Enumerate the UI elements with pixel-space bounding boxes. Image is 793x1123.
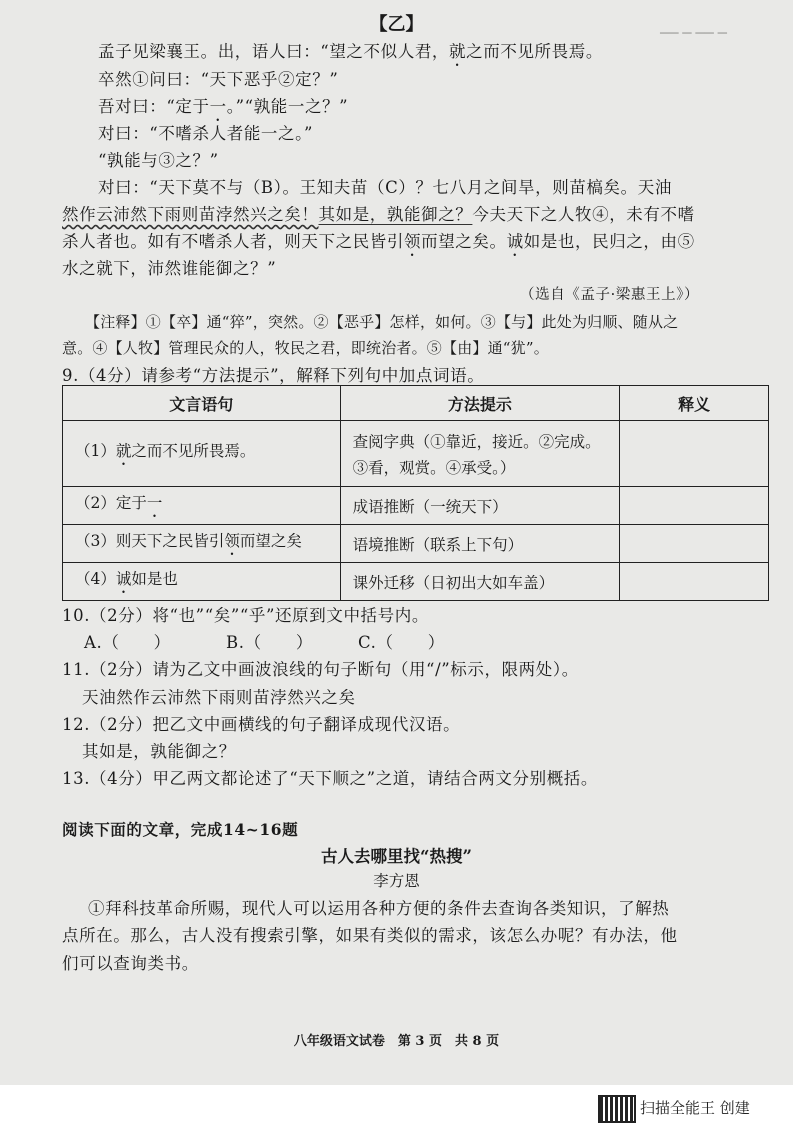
reading-instruction: 阅读下面的文章，完成14~16题 <box>62 820 299 839</box>
passage-line-6: 对曰：“天下莫不与（B）。王知夫苗（C）？七八月之间旱，则苗槁矣。天油 <box>98 178 672 197</box>
wavy-underlined-sentence: 然作云沛然下雨则苗浡然兴之矣！ <box>62 205 319 224</box>
q9-stem: 9.（4分）请参考“方法提示”，解释下列句中加点词语。 <box>62 366 485 385</box>
q10-option-c: C.（ ） <box>358 633 445 652</box>
passage-line-3: 吾对曰：“定于一。”“孰能一之？” <box>98 97 349 116</box>
answer-cell[interactable] <box>620 421 769 487</box>
passage-line-2: 卒然①问曰：“天下恶乎②定？” <box>98 70 339 89</box>
passage-line-8: 杀人者也。如有不嗜杀人者，则天下之民皆引领而望之矣。诚如是也，民归之，由⑤ <box>62 232 695 251</box>
bleed-through-text: ▁▁ ▁ ▁▁ ▁ <box>660 20 727 34</box>
section-label: 【乙】 <box>369 14 424 35</box>
passage-line-4: 对曰：“不嗜杀人者能一之。” <box>98 124 314 143</box>
q10-option-b: B.（ ） <box>226 633 313 652</box>
q11-sentence: 天油然作云沛然下雨则苗浡然兴之矣 <box>82 688 356 707</box>
q11-stem: 11.（2分）请为乙文中画波浪线的句子断句（用“/”标示，限两处）。 <box>62 660 579 679</box>
passage-line-9: 水之就下，沛然谁能御之？” <box>62 259 277 278</box>
sentence-cell: （1）就之而不见所畏焉。 <box>63 421 341 487</box>
article-author: 李方恩 <box>373 872 420 890</box>
table-header: 方法提示 <box>340 386 620 421</box>
article-paragraph-line-3: 们可以查询类书。 <box>62 954 199 973</box>
q12-sentence: 其如是，孰能御之？ <box>82 742 236 761</box>
q13-stem: 13.（4分）甲乙两文都论述了“天下顺之”之道，请结合两文分别概括。 <box>62 769 599 788</box>
hint-cell: 成语推断（一统天下） <box>340 487 620 525</box>
hint-cell: 语境推断（联系上下句） <box>340 525 620 563</box>
table-row <box>63 487 769 525</box>
source-citation: （选自《孟子·梁惠王上》） <box>520 287 700 303</box>
sentence-cell: （2）定于一 <box>63 487 341 525</box>
table-row <box>63 563 769 601</box>
notes-line-2: 意。④【人牧】管理民众的人，牧民之君，即统治者。⑤【由】通“犹”。 <box>62 339 549 357</box>
hint-cell: 查阅字典（①靠近，接近。②完成。 ③看，观赏。④承受。） <box>340 421 620 487</box>
q9-table <box>62 385 769 601</box>
article-title: 古人去哪里找“热搜” <box>321 847 472 866</box>
q10-option-a: A.（ ） <box>84 633 171 652</box>
answer-cell[interactable] <box>620 563 769 601</box>
q10-stem: 10.（2分）将“也”“矣”“乎”还原到文中括号内。 <box>62 606 429 625</box>
underlined-sentence: 其如是，孰能御之？ <box>318 205 473 224</box>
table-header: 释义 <box>620 386 769 421</box>
sentence-cell: （3）则天下之民皆引领而望之矣 <box>63 525 341 563</box>
hint-cell: 课外迁移（日初出大如车盖） <box>340 563 620 601</box>
passage-line-1: 孟子见梁襄王。出，语人曰：“望之不似人君，就之而不见所畏焉。 <box>98 42 603 61</box>
scanner-watermark: 扫描全能王 创建 <box>640 1099 750 1117</box>
q12-stem: 12.（2分）把乙文中画横线的句子翻译成现代汉语。 <box>62 715 461 734</box>
notes-line-1: 【注释】①【卒】通“猝”，突然。②【恶乎】怎样，如何。③【与】此处为归顺、随从之 <box>85 313 679 331</box>
answer-cell[interactable] <box>620 487 769 525</box>
page-footer: 八年级语文试卷 第 3 页 共 8 页 <box>293 1034 500 1049</box>
article-paragraph-line-1: ①拜科技革命所赐，现代人可以运用各种方便的条件去查询各类知识，了解热 <box>88 899 670 918</box>
article-paragraph-line-2: 点所在。那么，古人没有搜索引擎，如果有类似的需求，该怎么办呢？有办法，他 <box>62 926 678 945</box>
table-row <box>63 525 769 563</box>
table-header: 文言语句 <box>63 386 341 421</box>
sentence-cell: （4）诚如是也 <box>63 563 341 601</box>
table-row <box>63 421 769 487</box>
passage-line-7: 然作云沛然下雨则苗浡然兴之矣！其如是，孰能御之？今夫天下之人牧④，未有不嗜 <box>62 205 695 224</box>
qr-code-icon <box>598 1095 636 1123</box>
answer-cell[interactable] <box>620 525 769 563</box>
passage-line-5: “孰能与③之？” <box>98 151 219 170</box>
